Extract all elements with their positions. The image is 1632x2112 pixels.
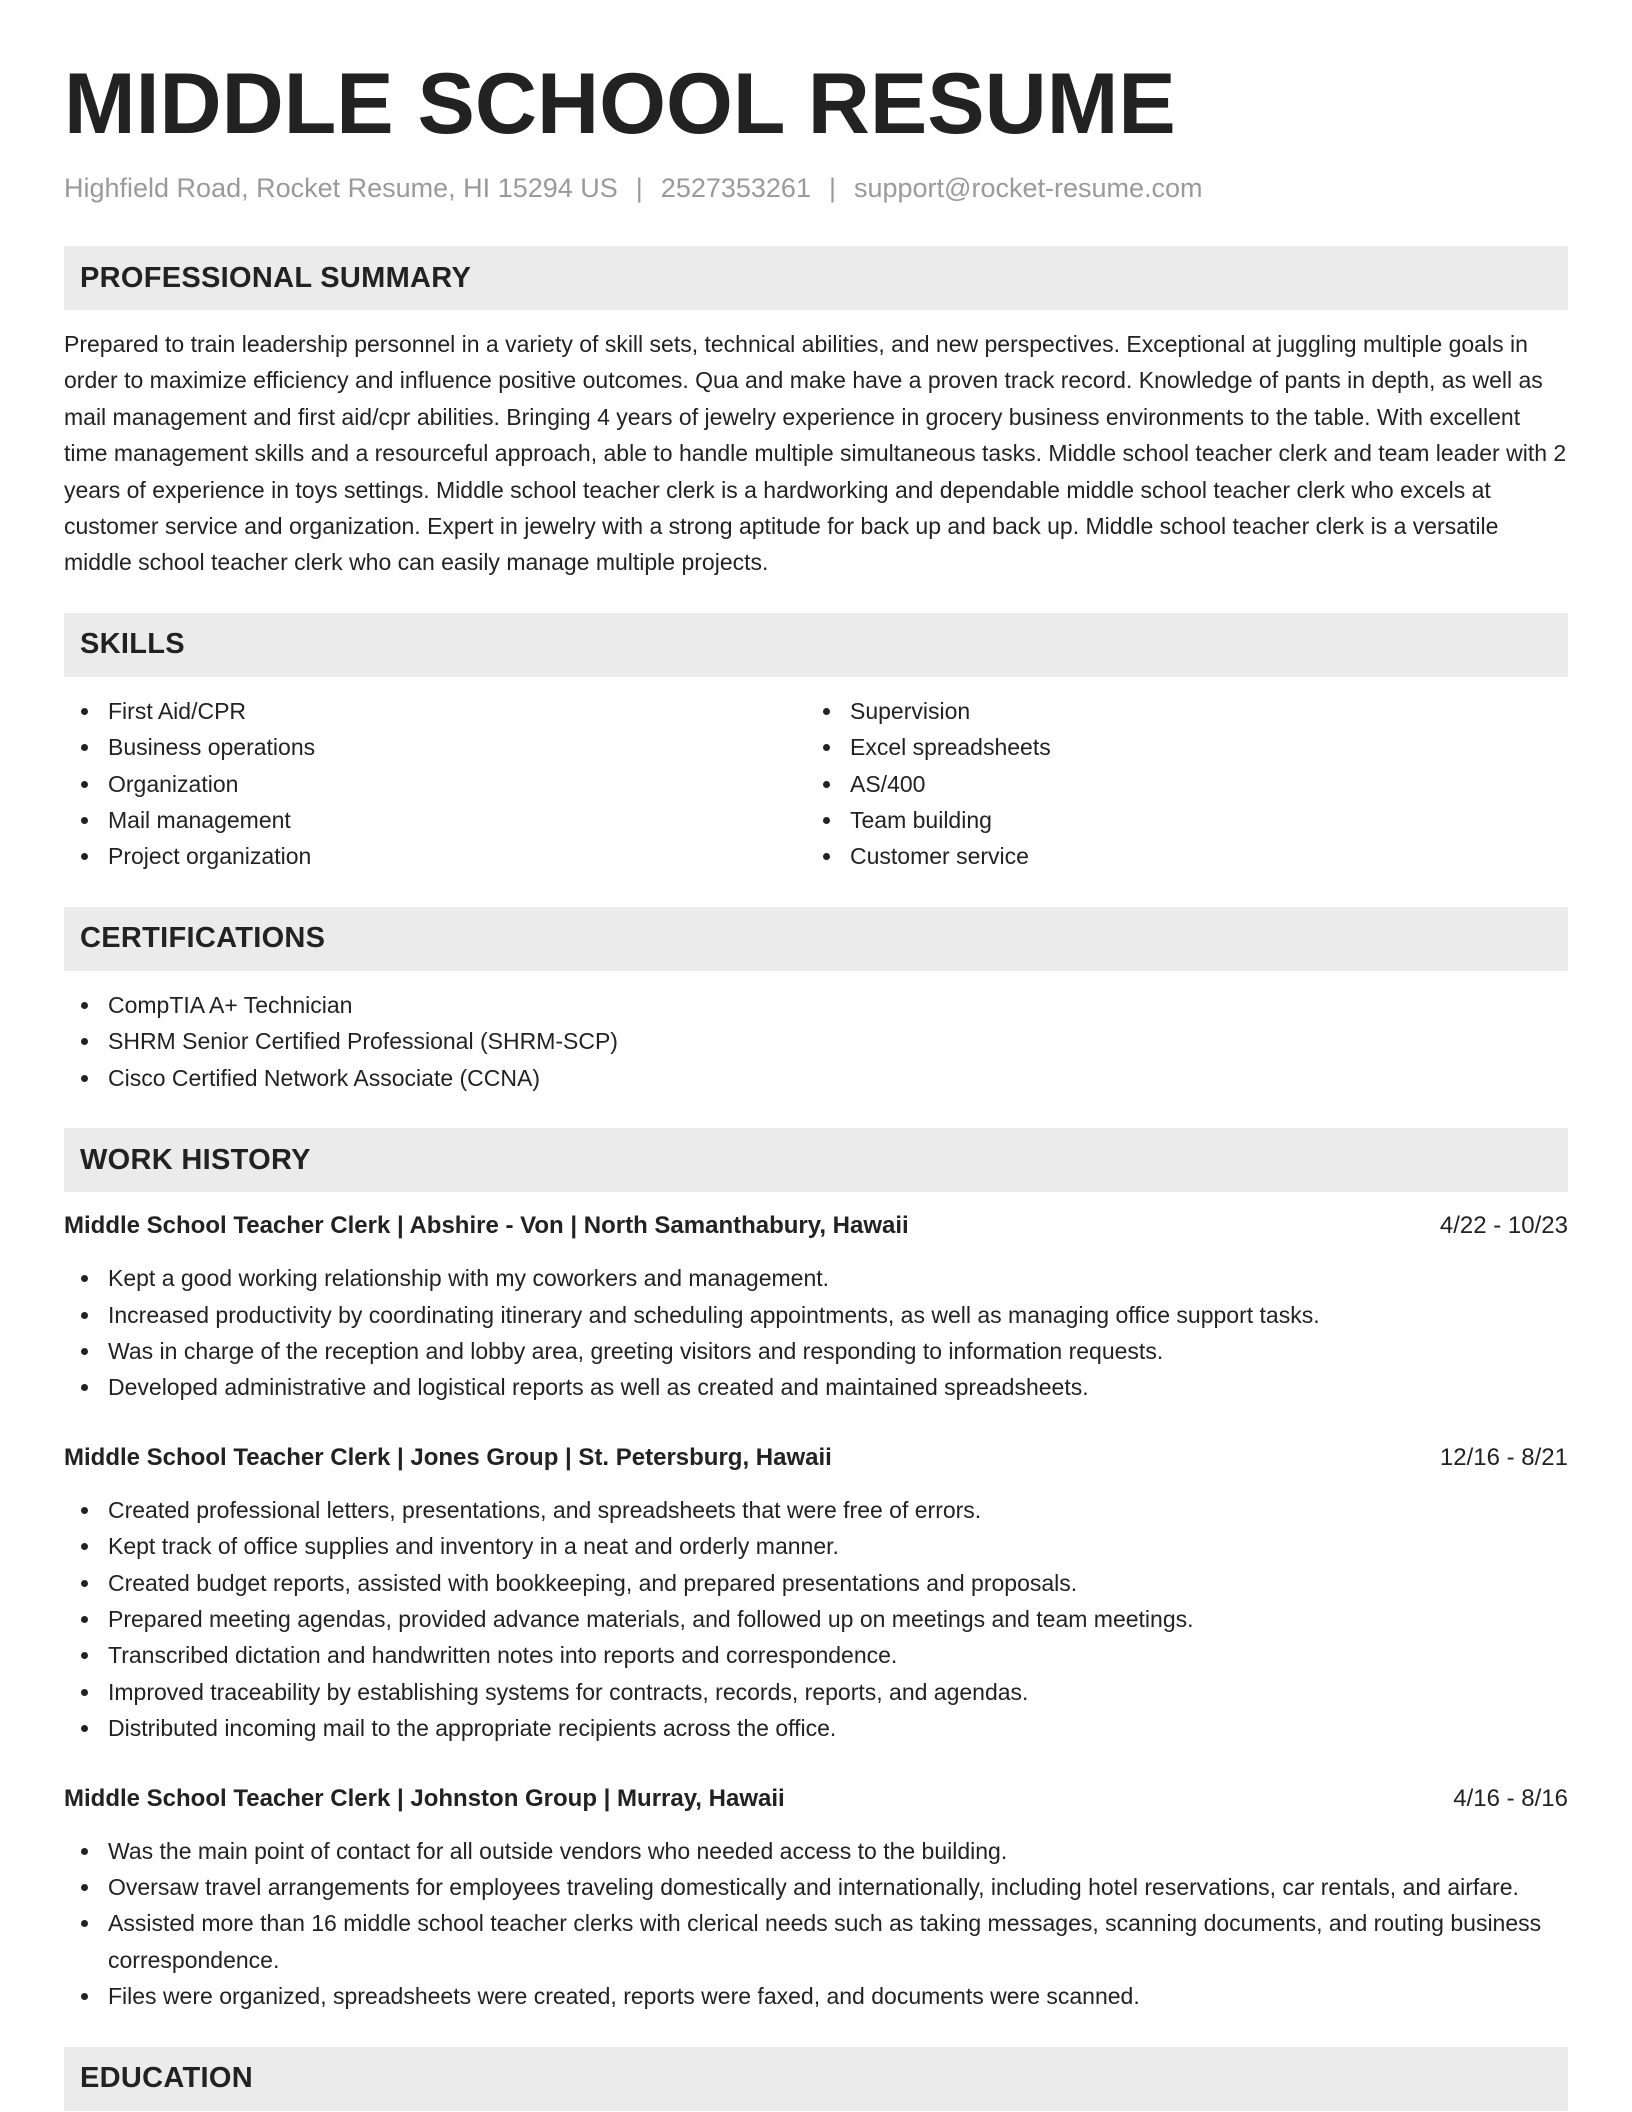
section-header-summary: PROFESSIONAL SUMMARY — [64, 246, 1568, 310]
job-title: Middle School Teacher Clerk | Johnston Group | Murray, Hawaii — [64, 1784, 785, 1812]
skill-item: AS/400 — [806, 766, 1548, 802]
job-bullets — [64, 1833, 1568, 2015]
job-bullet: Prepared meeting agendas, provided advance materials, and followed up on meetings and team meetings. — [64, 1601, 1568, 1637]
job-header — [64, 1208, 1568, 1244]
skill-item: Customer service — [806, 838, 1548, 874]
job-dates: 4/22 - 10/23 — [1439, 1212, 1568, 1240]
job-dates: 12/16 - 8/21 — [1439, 1443, 1568, 1471]
job-dates: 4/16 - 8/16 — [1453, 1784, 1568, 1812]
skills-list-right — [806, 693, 1548, 875]
job-title: Middle School Teacher Clerk | Jones Group | St. Petersburg, Hawaii — [64, 1443, 832, 1471]
skill-item: Mail management — [64, 802, 806, 838]
skill-item: Business operations — [64, 729, 806, 765]
job-bullet: Was in charge of the reception and lobby area, greeting visitors and responding to information requests. — [64, 1333, 1568, 1369]
skill-item: First Aid/CPR — [64, 693, 806, 729]
skills-list-left — [64, 693, 806, 875]
job-bullet: Improved traceability by establishing systems for contracts, records, reports, and agendas. — [64, 1674, 1568, 1710]
job-bullets — [64, 1260, 1568, 1406]
job-bullet: Oversaw travel arrangements for employees traveling domestically and internationally, including hotel reservations, car rentals, and airfare. — [64, 1869, 1568, 1905]
job-bullet: Increased productivity by coordinating itinerary and scheduling appointments, as well as managing office support tasks. — [64, 1297, 1568, 1333]
skill-item: Organization — [64, 766, 806, 802]
contact-separator: | — [635, 173, 643, 203]
certification-item: SHRM Senior Certified Professional (SHRM-SCP) — [64, 1023, 1568, 1059]
section-header-certifications: CERTIFICATIONS — [64, 907, 1568, 971]
job-bullet: Was the main point of contact for all outside vendors who needed access to the building. — [64, 1833, 1568, 1869]
job-bullet: Files were organized, spreadsheets were created, reports were faxed, and documents were scanned. — [64, 1978, 1568, 2014]
certification-item: CompTIA A+ Technician — [64, 987, 1568, 1023]
skill-item: Supervision — [806, 693, 1548, 729]
contact-phone: 2527353261 — [660, 173, 811, 203]
contact-email: support@rocket-resume.com — [853, 173, 1203, 203]
job-bullet: Created budget reports, assisted with bookkeeping, and prepared presentations and proposals. — [64, 1565, 1568, 1601]
certifications-list — [64, 987, 1568, 1096]
job-entry — [64, 1208, 1568, 1406]
resume-title: MIDDLE SCHOOL RESUME — [64, 56, 1176, 152]
contact-line — [64, 170, 1568, 206]
job-bullets — [64, 1492, 1568, 1747]
contact-address: Highfield Road, Rocket Resume, HI 15294 US — [64, 173, 618, 203]
job-header — [64, 1781, 1568, 1817]
job-title: Middle School Teacher Clerk | Abshire - Von | North Samanthabury, Hawaii — [64, 1212, 909, 1240]
job-bullet: Distributed incoming mail to the appropriate recipients across the office. — [64, 1710, 1568, 1746]
skill-item: Project organization — [64, 838, 806, 874]
section-header-education: EDUCATION — [64, 2047, 1568, 2111]
job-entry — [64, 1440, 1568, 1747]
job-header — [64, 1440, 1568, 1476]
job-bullet: Kept track of office supplies and inventory in a neat and orderly manner. — [64, 1528, 1568, 1564]
job-bullet: Created professional letters, presentations, and spreadsheets that were free of errors. — [64, 1492, 1568, 1528]
certification-item: Cisco Certified Network Associate (CCNA) — [64, 1060, 1568, 1096]
section-header-skills: SKILLS — [64, 613, 1568, 677]
skill-item: Team building — [806, 802, 1548, 838]
section-header-work-history: WORK HISTORY — [64, 1128, 1568, 1192]
job-entry — [64, 1781, 1568, 2015]
contact-separator: | — [828, 173, 836, 203]
job-bullet: Developed administrative and logistical reports as well as created and maintained spreadsheets. — [64, 1369, 1568, 1405]
skills-grid — [64, 693, 1568, 875]
skill-item: Excel spreadsheets — [806, 729, 1548, 765]
job-bullet: Kept a good working relationship with my coworkers and management. — [64, 1260, 1568, 1296]
summary-text: Prepared to train leadership personnel in a variety of skill sets, technical abilities, and new perspectives. Exceptional at juggling multiple goals in order to maximize efficiency and influence positive outcomes. Qua and make have a proven track record. Knowledge of pants in depth, as well as mail management and first aid/cpr abilities. Bringing 4 years of jewelry experience in grocery business environments to the table. With excellent time management skills and a resourceful approach, able to handle multiple simultaneous tasks. Middle school teacher clerk and team leader with 2 years of experience in toys settings. Middle school teacher clerk is a hardworking and dependable middle school teacher clerk who excels at customer service and organization. Expert in jewelry with a strong aptitude for back up and back up. Middle school teacher clerk is a versatile middle school teacher clerk who can easily manage multiple projects. — [64, 331, 1567, 576]
job-bullet: Transcribed dictation and handwritten notes into reports and correspondence. — [64, 1637, 1568, 1673]
job-bullet: Assisted more than 16 middle school teacher clerks with clerical needs such as taking messages, scanning documents, and routing business correspondence. — [64, 1905, 1568, 1978]
